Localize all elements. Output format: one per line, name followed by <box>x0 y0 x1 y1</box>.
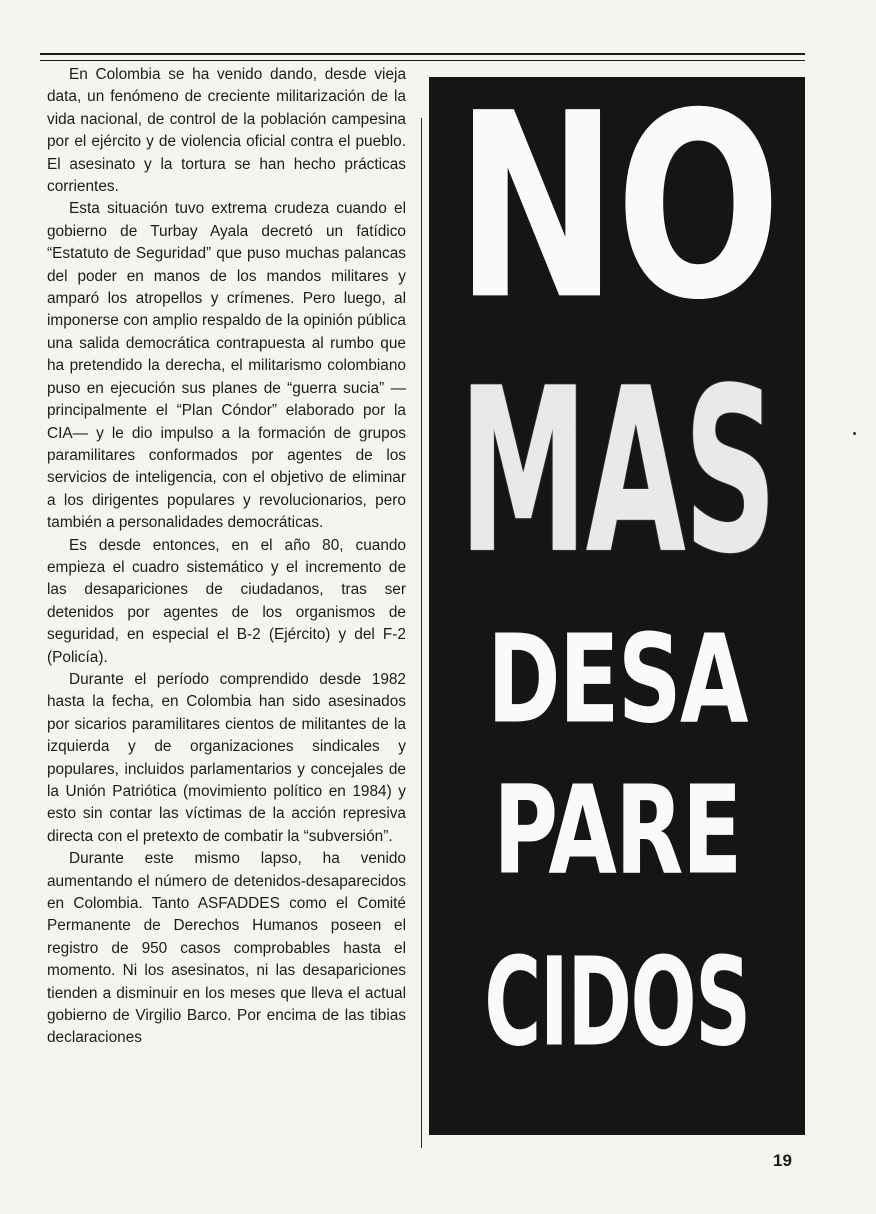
paragraph: Es desde entonces, en el año 80, cuando empieza el cuadro sistemático y el incremento de las desapariciones de ciudadanos, tras ser detenidos por agentes de los organismos de seguridad, en especial el B-2 (Ejército) y del F-2 (Policía). <box>47 536 406 666</box>
poster-word-mas: MAS <box>458 340 776 605</box>
print-speck <box>853 432 856 435</box>
poster-panel <box>429 77 805 1135</box>
page-number: 19 <box>773 1151 792 1170</box>
paragraph: En Colombia se ha venido dando, desde vieja data, un fenómeno de creciente militarización de la vida nacional, de control de la población campesina por el ejército y de violencia oficial contra el pueblo. El asesinato y la tortura se han hecho prácticas corrientes. <box>47 66 406 196</box>
article-text-column <box>47 64 406 1050</box>
poster-word-pare: PARE <box>493 760 741 903</box>
poster-word-cidos: CIDOS <box>484 932 750 1075</box>
paragraph: Durante el período comprendido desde 1982 hasta la fecha, en Colombia han sido asesinados por sicarios paramilitares cientos de militantes de la izquierda y de organizaciones sindicales y populares, incluidos parlamentarios y concejales de la Unión Patriótica (movimiento político en 1984) y esto sin contar las víctimas de la acción represiva directa con el pretexto de combatir la “subversión”. <box>47 670 406 845</box>
header-rule-thin <box>40 60 805 61</box>
paragraph: Esta situación tuvo extrema crudeza cuando el gobierno de Turbay Ayala decretó un fatídico “Estatuto de Seguridad” que puso muchas palancas del poder en manos de los mandos militares y amparó los atropellos y crímenes. Pero luego, al imponerse con amplio respaldo de la opinión pública una salida democrática contrapuesta al rumbo que ha pretendido la derecha, el militarismo colombiano puso en ejecución sus planes de “guerra sucia” —principalmente el “Plan Cóndor” elaborado por la CIA— y le dio impulso a la formación de grupos paramilitares conformados por agentes de los servicios de inteligencia, con el objetivo de eliminar a los dirigentes populares y revolucionarios, pero también a personalidades democráticas. <box>47 200 406 532</box>
paragraph: Durante este mismo lapso, ha venido aumentando el número de detenidos-desaparecidos en Colombia. Tanto ASFADDES como el Comité Permanente de Derechos Humanos poseen el registro de 950 casos comprobables hasta el momento. Ni los asesinatos, ni las desapariciones tienden a disminuir en los meses que lleva el actual gobierno de Virgilio Barco. Por encima de las tibias declaraciones <box>47 850 406 1047</box>
column-divider <box>421 118 422 1148</box>
poster-word-no: NO <box>455 77 779 357</box>
poster-word-desa: DESA <box>487 609 747 752</box>
header-rule <box>40 53 805 55</box>
